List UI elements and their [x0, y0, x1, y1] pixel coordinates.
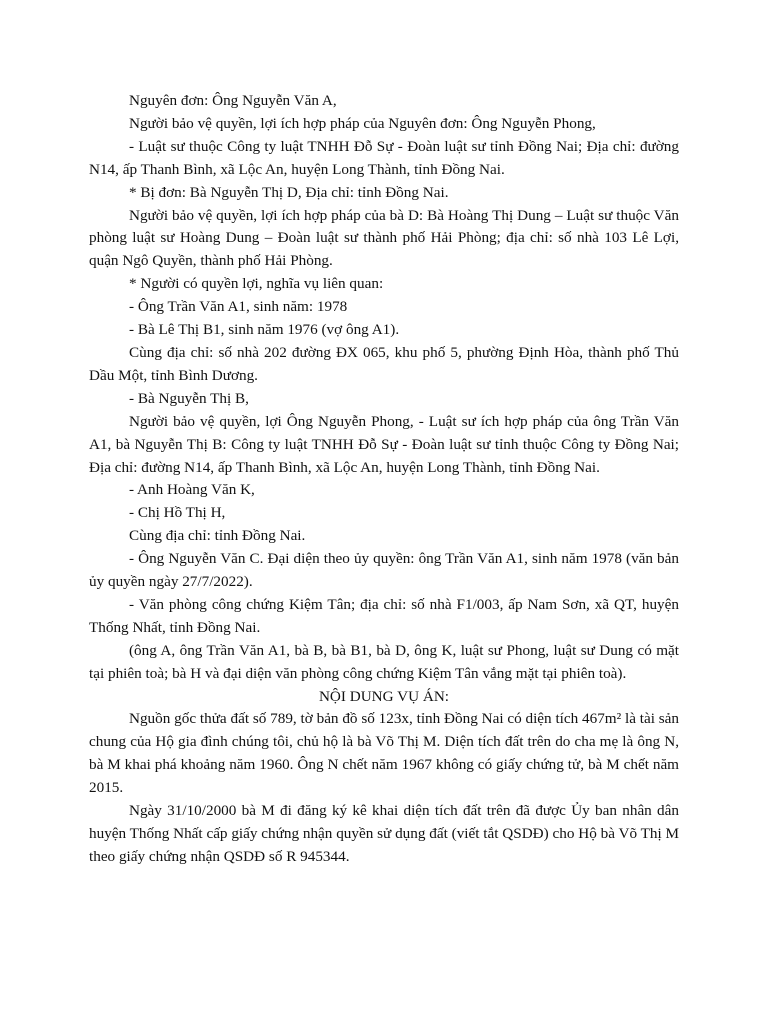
related-parties-heading: * Người có quyền lợi, nghĩa vụ liên quan:: [129, 275, 384, 293]
party-nguyen-van-c: - Ông Nguyễn Văn C. Đại diện theo ủy quyền: ông Trần Văn A1, sinh năm 1978 (văn bản ủy quyền ngày 27/7/2022).: [89, 550, 679, 591]
case-content-heading: NỘI DUNG VỤ ÁN:: [318, 687, 450, 705]
shared-address-binh-duong: Cùng địa chỉ: số nhà 202 đường ĐX 065, khu phố 5, phường Định Hòa, thành phố Thủ Dầu Một, tỉnh Bình Dương.: [89, 343, 679, 384]
plaintiff-representative: Người bảo vệ quyền, lợi ích hợp pháp của Nguyên đơn: Ông Nguyễn Phong,: [129, 114, 596, 132]
document-page: [89, 90, 679, 869]
land-origin-paragraph: Nguồn gốc thửa đất số 789, tờ bản đồ số 123x, tỉnh Đồng Nai có diện tích 467m² là tài sản chung của Hộ gia đình chúng tôi, chủ hộ là bà Võ Thị M. Diện tích đất trên do cha mẹ là ông N, bà M khai phá khoảng năm 1960. Ông N chết năm 1967 không có giấy chứng tử, bà M chết năm 2015.: [89, 710, 679, 797]
party-le-thi-b1: - Bà Lê Thị B1, sinh năm 1976 (vợ ông A1).: [129, 321, 400, 339]
land-registration-paragraph: Ngày 31/10/2000 bà M đi đăng ký kê khai diện tích đất trên đã được Ủy ban nhân dân huyện Thống Nhất cấp giấy chứng nhận quyền sử dụng đất (viết tắt QSDĐ) cho Hộ bà Võ Thị M theo giấy chứng nhận QSDĐ số R 945344.: [89, 802, 679, 865]
party-tran-van-a1: - Ông Trần Văn A1, sinh năm: 1978: [129, 298, 348, 316]
party-ho-thi-h: - Chị Hồ Thị H,: [129, 504, 226, 522]
defendant-line: * Bị đơn: Bà Nguyễn Thị D, Địa chỉ: tỉnh Đồng Nai.: [129, 183, 449, 201]
party-hoang-van-k: - Anh Hoàng Văn K,: [129, 481, 255, 499]
attendance-note: (ông A, ông Trần Văn A1, bà B, bà B1, bà D, ông K, luật sư Phong, luật sư Dung có mặt tại phiên toà; bà H và đại diện văn phòng công chứng Kiệm Tân vắng mặt tại phiên toà).: [89, 641, 679, 682]
party-notary-office: - Văn phòng công chứng Kiệm Tân; địa chỉ: số nhà F1/003, ấp Nam Sơn, xã QT, huyện Thống Nhất, tỉnh Đồng Nai.: [89, 595, 679, 636]
plaintiff-line: Nguyên đơn: Ông Nguyễn Văn A,: [129, 92, 337, 109]
defendant-representative: Người bảo vệ quyền, lợi ích hợp pháp của bà D: Bà Hoàng Thị Dung – Luật sư thuộc Văn phòng luật sư Hoàng Dung – Đoàn luật sư thành phố Hải Phòng; địa chỉ: số nhà 103 Lê Lợi, quận Ngô Quyền, thành phố Hải Phòng.: [89, 206, 679, 270]
plaintiff-lawyer-address: - Luật sư thuộc Công ty luật TNHH Đỗ Sự - Đoàn luật sư tỉnh Đồng Nai; Địa chỉ: đường N14, ấp Thanh Bình, xã Lộc An, huyện Long Thành, tỉnh Đồng Nai.: [89, 137, 679, 178]
party-nguyen-thi-b: - Bà Nguyễn Thị B,: [129, 389, 249, 407]
related-parties-representative: Người bảo vệ quyền, lợi Ông Nguyễn Phong, - Luật sư ích hợp pháp của ông Trần Văn A1, bà Nguyễn Thị B: Công ty luật TNHH Đỗ Sự - Đoàn luật sư tỉnh thuộc Công ty Đồng Nai; Địa chỉ: đường N14, ấp Thanh Bình, xã Lộc An, huyện Long Thành, tỉnh Đồng Nai.: [89, 412, 679, 476]
shared-address-dong-nai: Cùng địa chỉ: tỉnh Đồng Nai.: [129, 527, 306, 545]
